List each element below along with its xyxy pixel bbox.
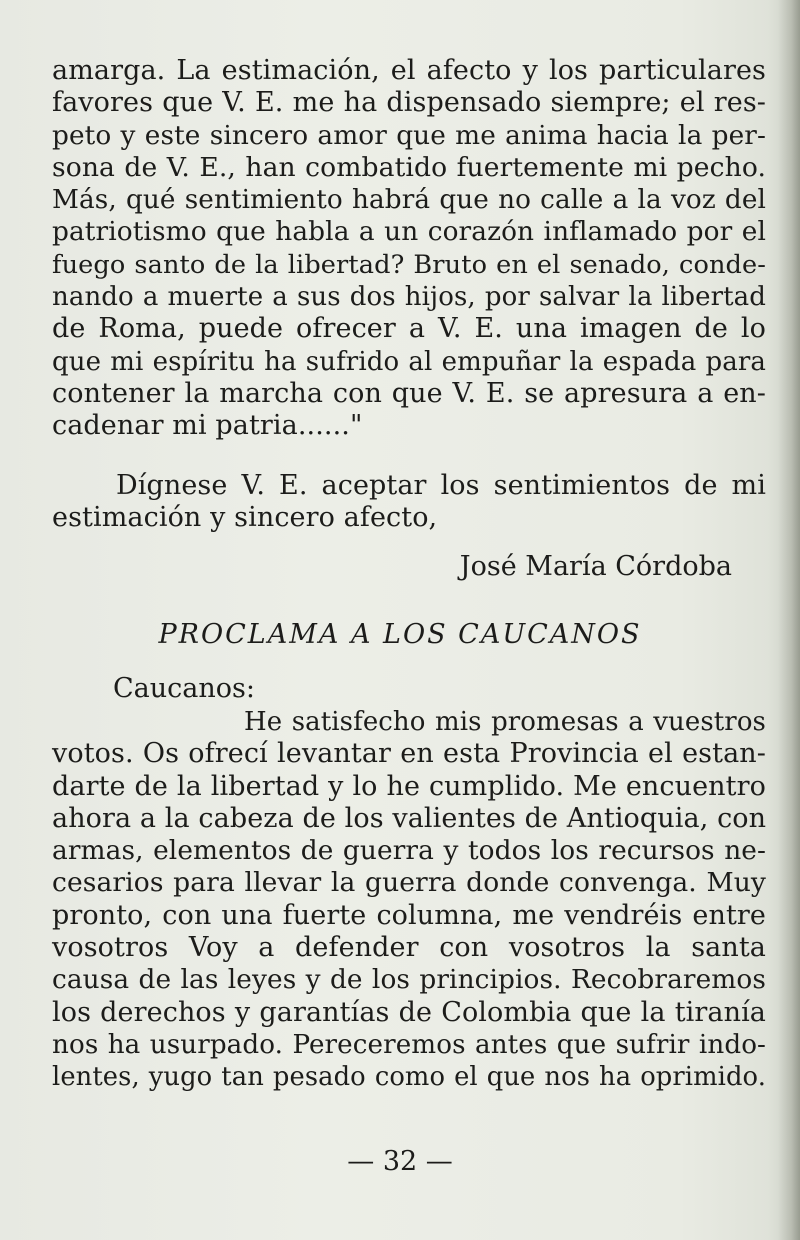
text-line: lentes, yugo tan pesado como el que nos ha oprimido. (52, 1062, 766, 1093)
text-line: contener la marcha con que V. E. se apresura a en- (52, 377, 766, 409)
text-line: sona de V. E., han combatido fuertemente mi pecho. (52, 151, 766, 183)
closing-paragraph (52, 470, 766, 535)
text-line: Más, qué sentimiento habrá que no calle a la voz del (52, 185, 766, 216)
text-line: cesarios para llevar la guerra donde convenga. Muy (52, 867, 766, 899)
text-line: nando a muerte a sus dos hijos, por salvar la libertad (52, 282, 766, 313)
text-line: He satisfecho mis promesas a vuestros (244, 707, 766, 737)
text-line: patriotismo que habla a un corazón inflamado por el (52, 217, 766, 248)
salutation: Caucanos: (113, 673, 255, 704)
text-line: peto y este sincero amor que me anima hacia la per- (52, 120, 766, 151)
text-line: fuego santo de la libertad? Bruto en el senado, conde- (52, 249, 766, 280)
text-line: amarga. La estimación, el afecto y los particulares (52, 55, 766, 86)
text-line: pronto, con una fuerte columna, me vendréis entre (52, 899, 766, 931)
text-line: votos. Os ofrecí levantar en esta Provincia el estan- (52, 738, 766, 770)
signature: José María Córdoba (459, 551, 732, 582)
text-line: que mi espíritu ha sufrido al empuñar la espada para (52, 346, 766, 377)
text-line: los derechos y garantías de Colombia que la tiranía (52, 996, 766, 1028)
text-line: darte de la libertad y lo he cumplido. Me encuentro (52, 770, 766, 802)
text-line: vosotros Voy a defender con vosotros la santa (52, 932, 766, 964)
text-line: nos ha usurpado. Pereceremos antes que sufrir indo- (52, 1029, 766, 1060)
text-line: estimación y sincero afecto, (52, 502, 438, 534)
text-line: ahora a la cabeza de los valientes de Antioquia, con (52, 802, 767, 834)
text-line: armas, elementos de guerra y todos los recursos ne- (52, 836, 766, 867)
text-line: favores que V. E. me ha dispensado siempre; el res- (52, 87, 766, 119)
section-heading: PROCLAMA A LOS CAUCANOS (158, 619, 642, 650)
text-line: cadenar mi patria......" (52, 410, 363, 442)
proclamation-paragraph (52, 706, 766, 1094)
text-line: Dígnese V. E. aceptar los sentimientos de mi (116, 470, 766, 501)
page-number: — 32 — (347, 1146, 453, 1177)
text-line: causa de las leyes y de los principios. Recobraremos (52, 965, 766, 996)
letter-paragraph (52, 55, 766, 443)
text-line: de Roma, puede ofrecer a V. E. una imagen de lo (52, 313, 766, 345)
